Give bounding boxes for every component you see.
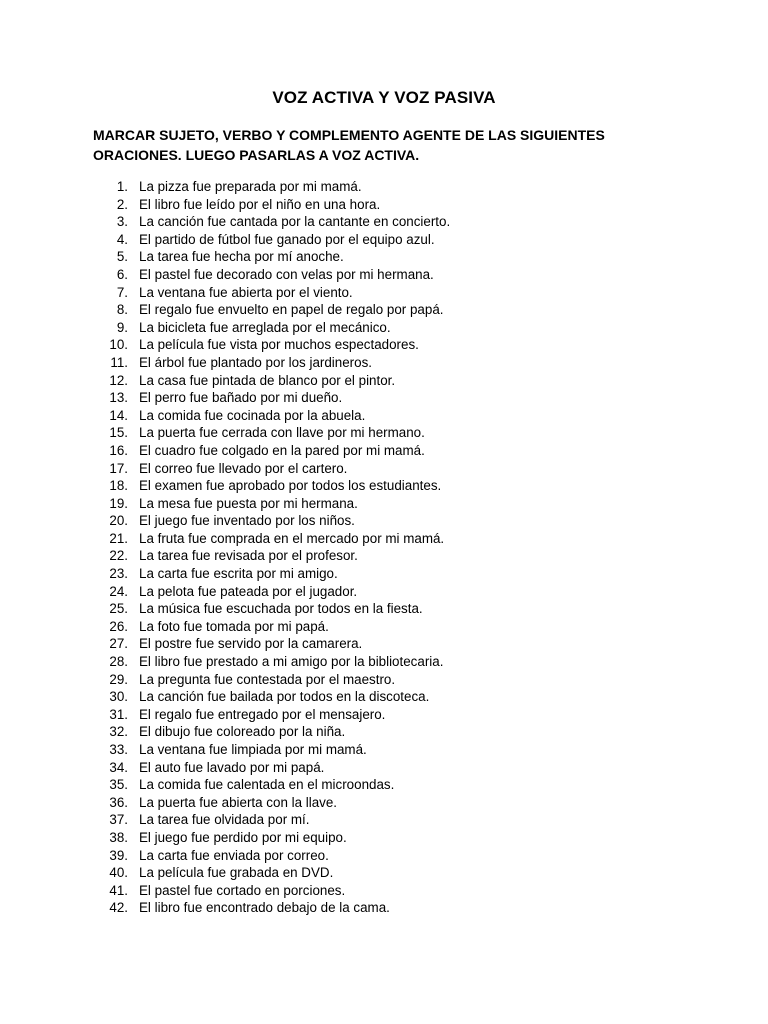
list-item-text: La fruta fue comprada en el mercado por mi mamá. <box>139 530 445 546</box>
list-item-text: El dibujo fue coloreado por la niña. <box>139 724 346 740</box>
sentence-list <box>0 178 768 917</box>
list-item-text: La ventana fue limpiada por mi mamá. <box>139 742 367 757</box>
list-item-number: 37. <box>109 812 128 828</box>
list-item <box>0 284 768 302</box>
list-item-number: 19. <box>109 495 128 511</box>
list-item-number: 20. <box>109 513 128 529</box>
list-item <box>0 495 768 513</box>
instructions-text: MARCAR SUJETO, VERBO Y COMPLEMENTO AGENTE DE LAS SIGUIENTES ORACIONES. LUEGO PASARLAS A VOZ ACTIVA. <box>93 127 605 163</box>
list-item <box>0 231 768 249</box>
list-item-text: El pastel fue decorado con velas por mi hermana. <box>139 266 434 282</box>
list-item-number: 29. <box>109 671 128 687</box>
list-item-number: 22. <box>109 548 128 564</box>
list-item <box>0 583 768 601</box>
list-item <box>0 811 768 829</box>
list-item <box>0 477 768 495</box>
list-item-number: 35. <box>109 777 128 793</box>
list-item <box>0 600 768 618</box>
list-item <box>0 723 768 741</box>
list-item <box>0 847 768 865</box>
list-item-text: La pregunta fue contestada por el maestro. <box>139 671 396 687</box>
list-item-text: El juego fue inventado por los niños. <box>139 513 355 529</box>
list-item-number: 39. <box>109 847 128 863</box>
list-item-text: La puerta fue abierta con la llave. <box>139 794 338 810</box>
list-item-number: 25. <box>109 601 128 617</box>
list-item-text: La canción fue bailada por todos en la discoteca. <box>139 689 430 705</box>
list-item-number: 28. <box>109 654 128 670</box>
list-item-number: 9. <box>116 319 128 335</box>
list-item <box>0 213 768 231</box>
list-item-text: La canción fue cantada por la cantante en concierto. <box>139 214 451 230</box>
list-item-number: 12. <box>109 372 128 388</box>
list-item-text: La ventana fue abierta por el viento. <box>139 284 353 300</box>
list-item <box>0 829 768 847</box>
list-item <box>0 864 768 882</box>
list-item-number: 14. <box>109 407 128 423</box>
list-item-number: 2. <box>116 196 128 212</box>
list-item-text: La comida fue calentada en el microondas. <box>139 777 395 793</box>
list-item-text: La mesa fue puesta por mi hermana. <box>139 495 358 511</box>
list-item-text: El auto fue lavado por mi papá. <box>139 759 325 775</box>
list-item-number: 32. <box>109 724 128 740</box>
list-item <box>0 407 768 425</box>
list-item-text: La música fue escuchada por todos en la fiesta. <box>139 601 423 617</box>
list-item <box>0 759 768 777</box>
list-item-number: 8. <box>116 302 128 318</box>
list-item-text: El examen fue aprobado por todos los estudiantes. <box>139 478 442 494</box>
list-item <box>0 618 768 636</box>
list-item-number: 7. <box>116 284 128 300</box>
list-item <box>0 301 768 319</box>
list-item-number: 34. <box>109 759 128 775</box>
list-item <box>0 794 768 812</box>
list-item-number: 40. <box>109 865 128 881</box>
list-item-text: El perro fue bañado por mi dueño. <box>139 390 343 406</box>
list-item-number: 36. <box>109 794 128 810</box>
list-item-number: 6. <box>116 266 128 282</box>
list-item-number: 31. <box>109 706 128 722</box>
list-item-text: El regalo fue envuelto en papel de regalo por papá. <box>139 302 444 318</box>
list-item <box>0 336 768 354</box>
list-item-text: La película fue grabada en DVD. <box>139 865 334 881</box>
list-item <box>0 688 768 706</box>
list-item-text: La comida fue cocinada por la abuela. <box>139 407 366 423</box>
list-item-number: 26. <box>109 618 128 634</box>
list-item-text: La tarea fue hecha por mí anoche. <box>139 249 344 265</box>
list-item-number: 1. <box>116 179 128 194</box>
list-item-number: 42. <box>109 900 128 916</box>
list-item-text: El correo fue llevado por el cartero. <box>139 460 348 476</box>
list-item-text: La película fue vista por muchos espectadores. <box>139 337 419 353</box>
list-item-number: 30. <box>109 689 128 705</box>
list-item-number: 16. <box>109 442 128 458</box>
list-item-number: 38. <box>109 829 128 845</box>
list-item-text: El árbol fue plantado por los jardineros. <box>139 354 372 370</box>
list-item-text: El libro fue encontrado debajo de la cama. <box>139 900 390 916</box>
list-item-text: La carta fue escrita por mi amigo. <box>139 566 338 582</box>
list-item-number: 15. <box>109 425 128 441</box>
list-item-number: 3. <box>116 214 128 230</box>
list-item-text: El cuadro fue colgado en la pared por mi mamá. <box>139 442 425 458</box>
list-item <box>0 354 768 372</box>
list-item <box>0 635 768 653</box>
list-item <box>0 442 768 460</box>
list-item-number: 10. <box>109 337 128 353</box>
list-item <box>0 706 768 724</box>
list-item <box>0 196 768 214</box>
list-item-number: 33. <box>109 742 128 757</box>
list-item-number: 41. <box>109 882 128 898</box>
list-item <box>0 653 768 671</box>
list-item <box>0 547 768 565</box>
list-item-text: La pizza fue preparada por mi mamá. <box>139 179 362 194</box>
list-item <box>0 389 768 407</box>
list-item-text: El libro fue leído por el niño en una hora. <box>139 196 381 212</box>
list-item-text: La carta fue enviada por correo. <box>139 847 329 863</box>
list-item-number: 23. <box>109 566 128 582</box>
list-item-text: El regalo fue entregado por el mensajero. <box>139 706 386 722</box>
document-title: VOZ ACTIVA Y VOZ PASIVA <box>272 88 496 107</box>
list-item-text: La puerta fue cerrada con llave por mi hermano. <box>139 425 425 441</box>
list-item <box>0 671 768 689</box>
list-item <box>0 512 768 530</box>
list-item-number: 4. <box>116 231 128 247</box>
list-item <box>0 882 768 900</box>
list-item-text: La casa fue pintada de blanco por el pintor. <box>139 372 396 388</box>
list-item-text: La pelota fue pateada por el jugador. <box>139 583 358 599</box>
list-item <box>0 776 768 794</box>
list-item <box>0 460 768 478</box>
list-item-text: El juego fue perdido por mi equipo. <box>139 829 347 845</box>
list-item-text: El pastel fue cortado en porciones. <box>139 882 346 898</box>
list-item <box>0 424 768 442</box>
list-item <box>0 319 768 337</box>
list-item <box>0 266 768 284</box>
list-item-text: La tarea fue olvidada por mí. <box>139 812 310 828</box>
list-item <box>0 178 768 196</box>
list-item-number: 13. <box>109 390 128 406</box>
list-item-number: 5. <box>116 249 128 265</box>
list-item-text: El partido de fútbol fue ganado por el equipo azul. <box>139 231 435 247</box>
list-item <box>0 741 768 759</box>
list-item <box>0 565 768 583</box>
list-item-text: La tarea fue revisada por el profesor. <box>139 548 358 564</box>
list-item <box>0 372 768 390</box>
list-item <box>0 530 768 548</box>
list-item-text: El postre fue servido por la camarera. <box>139 636 363 652</box>
list-item-number: 11. <box>110 354 128 370</box>
list-item <box>0 248 768 266</box>
list-item-number: 17. <box>109 460 128 476</box>
list-item-text: El libro fue prestado a mi amigo por la bibliotecaria. <box>139 654 444 670</box>
list-item-number: 21. <box>109 530 128 546</box>
list-item <box>0 899 768 917</box>
list-item-number: 24. <box>109 583 128 599</box>
list-item-text: La foto fue tomada por mi papá. <box>139 618 329 634</box>
list-item-text: La bicicleta fue arreglada por el mecánico. <box>139 319 391 335</box>
list-item-number: 27. <box>109 636 128 652</box>
list-item-number: 18. <box>109 478 128 494</box>
